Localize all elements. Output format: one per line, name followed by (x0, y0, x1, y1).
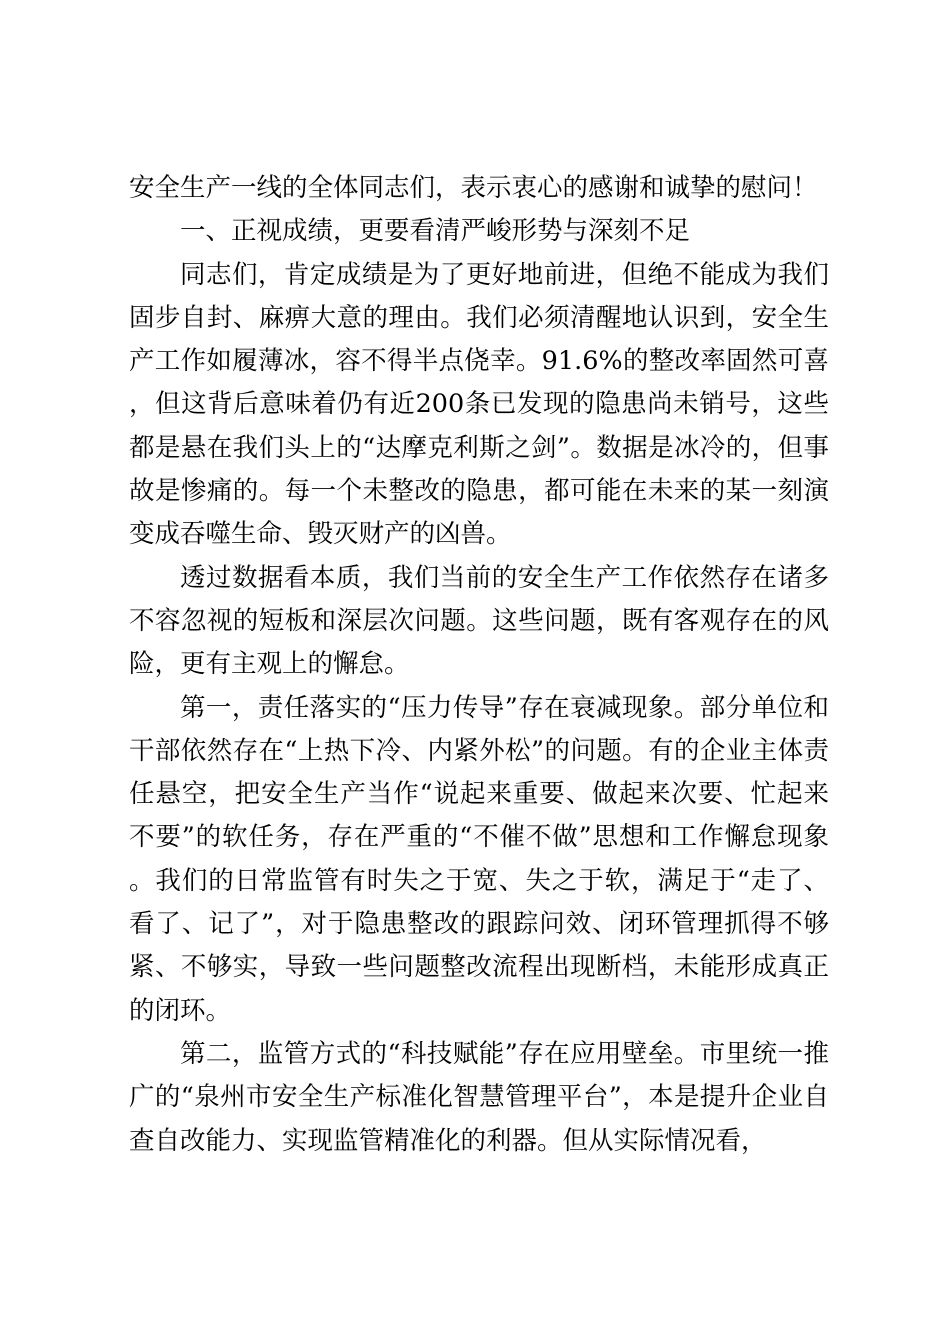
paragraph-body: 透过数据看本质，我们当前的安全生产工作依然存在诸多不容忽视的短板和深层次问题。这些问题，既有客观存在的风险，更有主观上的懈怠。 (129, 562, 829, 680)
paragraph-body: 同志们，肯定成绩是为了更好地前进，但绝不能成为我们固步自封、麻痹大意的理由。我们必须清醒地认识到，安全生产工作如履薄冰，容不得半点侥幸。91.6%的整改率固然可喜，但这背后意味着仍有近200条已发现的隐患尚未销号，这些都是悬在我们头上的“达摩克利斯之剑”。数据是冰冷的，但事故是惨痛的。每一个未整改的隐患，都可能在未来的某一刻演变成吞噬生命、毁灭财产的凶兽。 (129, 259, 829, 550)
paragraph-point-two: 第二，监管方式的“科技赋能”存在应用壁垒。市里统一推广的“泉州市安全生产标准化智慧管理平台”，本是提升企业自查自改能力、实现监管精准化的利器。但从实际情况看， (129, 1038, 829, 1156)
paragraph-greeting-continuation: 安全生产一线的全体同志们，表示衷心的感谢和诚挚的慰问！ (129, 173, 818, 203)
section-heading: 一、正视成绩，更要看清严峻形势与深刻不足 (180, 216, 691, 247)
document-body (129, 167, 829, 1163)
paragraph-point-one: 第一，责任落实的“压力传导”存在衰减现象。部分单位和干部依然存在“上热下冷、内紧外松”的问题。有的企业主体责任悬空，把安全生产当作“说起来重要、做起来次要、忙起来不要”的软任务，存在严重的“不催不做”思想和工作懈怠现象。我们的日常监管有时失之于宽、失之于软，满足于“走了、看了、记了”，对于隐患整改的跟踪问效、闭环管理抓得不够紧、不够实，导致一些问题整改流程出现断档，未能形成真正的闭环。 (129, 692, 829, 1026)
